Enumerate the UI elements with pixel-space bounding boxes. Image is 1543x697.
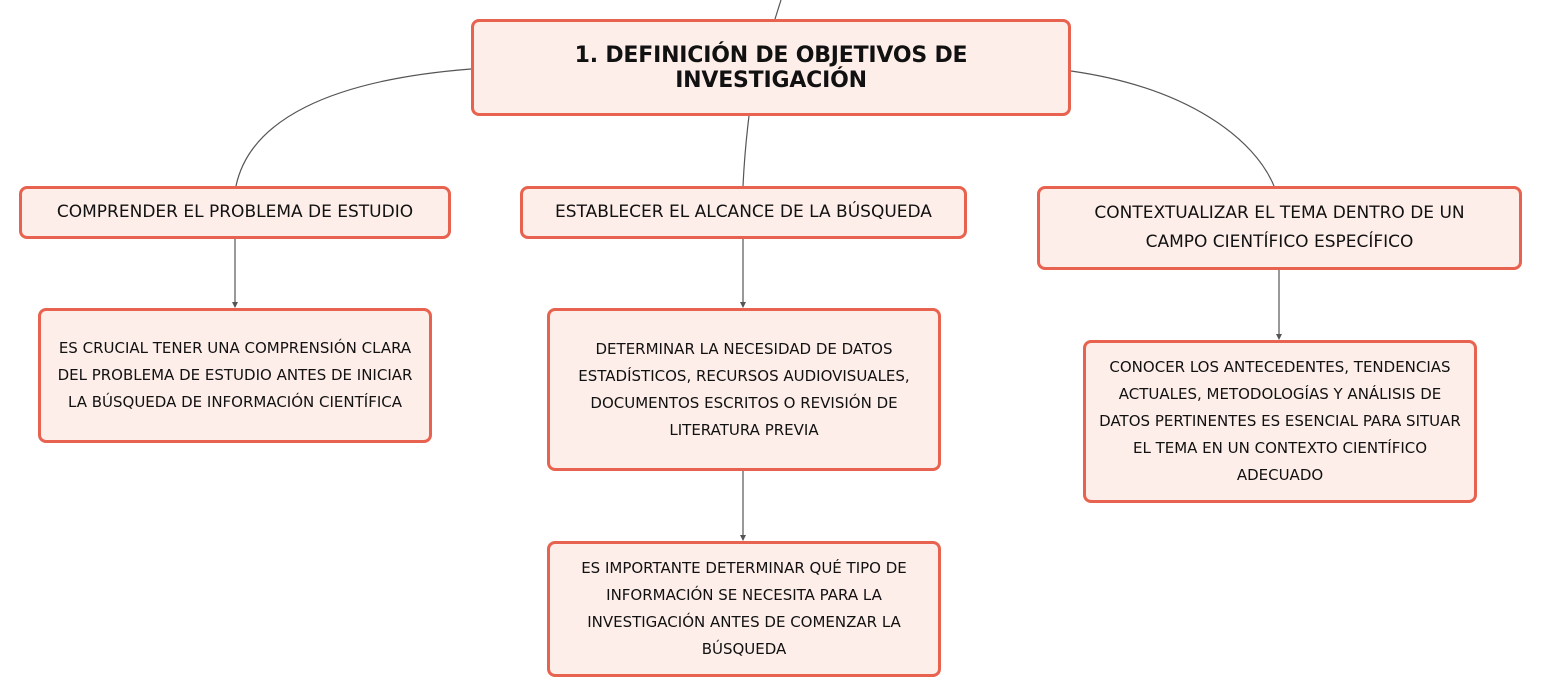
branch-node-label: COMPRENDER EL PROBLEMA DE ESTUDIO: [56, 202, 414, 222]
connector-root-contextualizar: [1071, 71, 1274, 186]
root-node-label: 1. DEFINICIÓN DE OBJETIVOS DE INVESTIGACIÓN: [574, 42, 968, 93]
leaf-node-text: ES CRUCIAL TENER UNA COMPRENSIÓN CLARA DEL PROBLEMA DE ESTUDIO ANTES DE INICIAR LA BÚSQUEDA DE INFORMACIÓN CIENTÍFICA: [57, 339, 413, 411]
leaf-node-necesidad-datos[interactable]: [547, 308, 941, 471]
leaf-node-tipo-informacion[interactable]: [547, 541, 941, 677]
connector-root-establecer: [743, 116, 749, 186]
leaf-node-comprension-clara[interactable]: [38, 308, 432, 443]
leaf-node-text: DETERMINAR LA NECESIDAD DE DATOS ESTADÍSTICOS, RECURSOS AUDIOVISUALES, DOCUMENTOS ESCRITOS O REVISIÓN DE LITERATURA PREVIA: [578, 339, 910, 439]
connector-root-comprender: [236, 69, 471, 186]
branch-node-contextualizar-tema[interactable]: [1037, 186, 1522, 270]
branch-node-comprender-problema[interactable]: [19, 186, 451, 239]
branch-node-label: ESTABLECER EL ALCANCE DE LA BÚSQUEDA: [555, 202, 932, 222]
leaf-node-text: CONOCER LOS ANTECEDENTES, TENDENCIAS ACTUALES, METODOLOGÍAS Y ANÁLISIS DE DATOS PERTINENTES ES ESENCIAL PARA SITUAR EL TEMA EN UN CONTEXTO CIENTÍFICO ADECUADO: [1099, 358, 1461, 484]
branch-node-label: CONTEXTUALIZAR EL TEMA DENTRO DE UN CAMPO CIENTÍFICO ESPECÍFICO: [1094, 203, 1465, 252]
root-node-definicion-objetivos[interactable]: [471, 19, 1071, 116]
leaf-node-text: ES IMPORTANTE DETERMINAR QUÉ TIPO DE INFORMACIÓN SE NECESITA PARA LA INVESTIGACIÓN ANTES DE COMENZAR LA BÚSQUEDA: [581, 559, 907, 658]
branch-node-establecer-alcance[interactable]: [520, 186, 967, 239]
leaf-node-antecedentes-tendencias[interactable]: [1083, 340, 1477, 503]
connector-incoming-root: [775, 0, 781, 19]
